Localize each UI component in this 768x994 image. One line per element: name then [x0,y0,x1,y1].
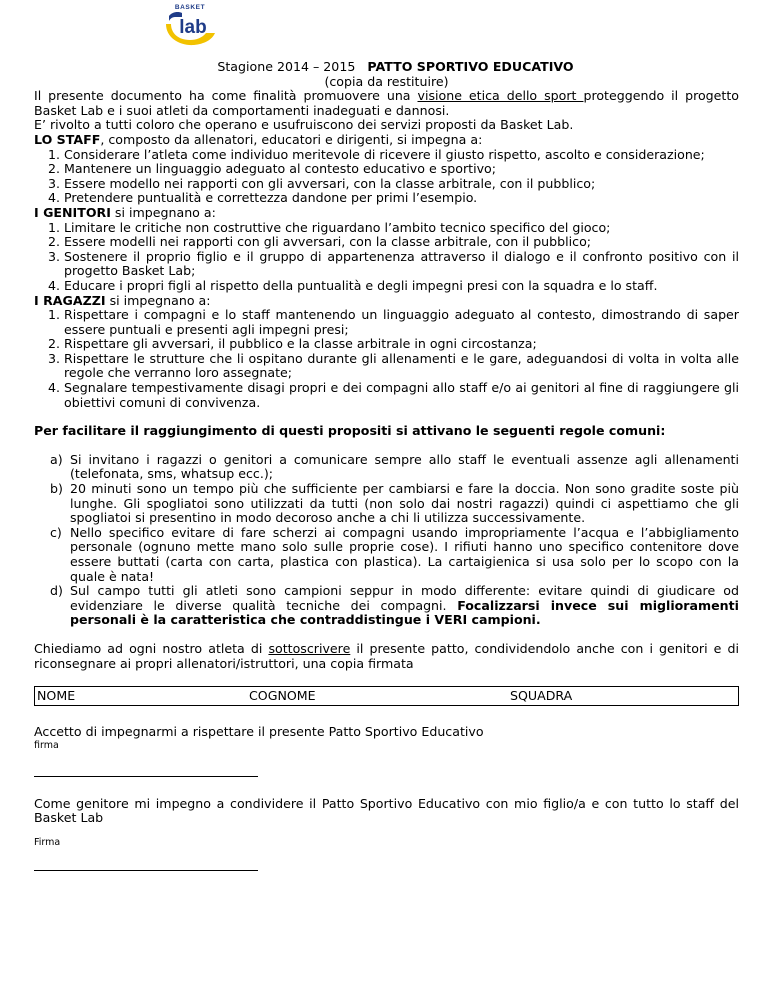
document-title: PATTO SPORTIVO EDUCATIVO [367,59,574,74]
parent-statement: Come genitore mi impegno a condividere il Patto Sportivo Educativo con mio figlio/a e con tutto lo staff del Basket Lab [34,795,739,826]
document-header [34,60,739,89]
list-item: 3. Essere modello nei rapporti con gli avversari, con la classe arbitrale, con il pubblico; [64,177,739,192]
rules-heading: Per facilitare il raggiungimento di questi propositi si attivano le seguenti regole comuni: [34,423,666,439]
list-item: b) 20 minuti sono un tempo più che sufficiente per cambiarsi e fare la doccia. Non sono gradite soste più lunghe. Gli spogliatoi sono utilizzati da tutti (non solo dai nostri ragazzi) quindi ci aspettiamo che gli spogliatoi si presentino in modo decoroso anche a chi li utilizza successivamente. [50,481,739,526]
parent-signature-line[interactable] [34,870,258,871]
list-item: 1. Rispettare i compagni e lo staff mantenendo un linguaggio adeguato al contesto, dimostrando di saper essere puntuali e presenti agli impegni presi; [64,308,739,337]
document-page [34,20,739,871]
rules-list [50,453,739,628]
list-item: 2. Essere modelli nei rapporti con gli avversari, con la classe arbitrale, con il pubblico; [64,235,739,250]
intro-underlined-phrase: visione etica dello sport [417,88,584,104]
list-item: 4. Segnalare tempestivamente disagi propri e dei compagni allo staff e/o ai genitori al fine di raggiungere gli obiettivi comuni di convivenza. [64,381,739,410]
athlete-signature-label: firma [34,739,59,751]
athlete-info-table [34,686,739,706]
list-item: c) Nello specifico evitare di fare scherzi ai compagni usando impropriamente l’acqua e l’abbigliamento personale (ognuno mette mano solo sulle proprie cose). I rifiuti hanno uno specifico contenitore dove essere buttati (carta con carta, plastica con plastica). La cartaigienica si usa solo per lo scopo con la quale è nata! [50,524,739,584]
parent-signature-label: Firma [34,836,61,848]
season-label: Stagione 2014 – 2015 [217,59,356,74]
list-item: 2. Rispettare gli avversari, il pubblico e la classe arbitrale in ogni circostanza; [64,337,739,352]
list-item: 2. Mantenere un linguaggio adeguato al contesto educativo e sportivo; [64,162,739,177]
staff-list [34,148,739,206]
list-item: 1. Considerare l’atleta come individuo meritevole di ricevere il giusto rispetto, ascolto e considerazione; [64,148,739,163]
header-title-line [34,60,739,75]
genitori-heading: I GENITORI si impegnano a: [34,204,216,220]
squadra-field[interactable]: SQUADRA [510,688,573,704]
logo-main-text: lab [179,17,207,38]
list-item: 4. Pretendere puntualità e correttezza dandone per primi l’esempio. [64,191,739,206]
list-item: 4. Educare i propri figli al rispetto della puntualità e degli impegni presi con la squadra e lo staff. [64,279,739,294]
list-item: d) Sul campo tutti gli atleti sono campioni seppur in modo differente: evitare quindi di giudicare od evidenziare le diverse qualità tecniche dei compagni. Focalizzarsi invece sui miglioramenti personali è la caratteristica che contraddistingue i VERI campioni. [50,583,739,628]
intro-paragraph: Il presente documento ha come finalità promuovere una visione etica dello sport proteggendo il progetto Basket Lab e i suoi atleti da comportamenti inadeguati e dannosi. [34,88,740,118]
document-subtitle: (copia da restituire) [324,73,449,89]
ragazzi-list [34,308,739,410]
list-item: 3. Sostenere il proprio figlio e il gruppo di appartenenza attraverso il dialogo e il confronto positivo con il progetto Basket Lab; [64,250,739,279]
athlete-statement: Accetto di impegnarmi a rispettare il presente Patto Sportivo Educativo [34,724,484,740]
list-item: 3. Rispettare le strutture che li ospitano durante gli allenamenti e le gare, adeguandosi di volta in volta alle regole che verranno loro assegnate; [64,352,739,381]
list-item: a) Si invitano i ragazzi o genitori a comunicare sempre allo staff le eventuali assenze agli allenamenti (telefonata, sms, whatsup ecc.); [50,451,739,482]
ragazzi-heading: I RAGAZZI si impegnano a: [34,292,211,308]
cognome-field[interactable]: COGNOME [249,688,316,704]
staff-heading: LO STAFF, composto da allenatori, educatori e dirigenti, si impegna a: [34,131,483,147]
nome-field[interactable]: NOME [37,688,76,704]
list-item: 1. Limitare le critiche non costruttive che riguardano l’ambito tecnico specifico del gioco; [64,221,739,236]
closing-paragraph: Chiediamo ad ogni nostro atleta di sottoscrivere il presente patto, condividendolo anche con i genitori e di riconsegnare ai propri allenatori/istruttori, una copia firmata [34,640,739,671]
logo-top-text: BASKET [174,4,206,11]
intro-paragraph-2: E’ rivolto a tutti coloro che operano e usufruiscono dei servizi proposti da Basket Lab. [34,117,574,133]
genitori-list [34,221,739,294]
